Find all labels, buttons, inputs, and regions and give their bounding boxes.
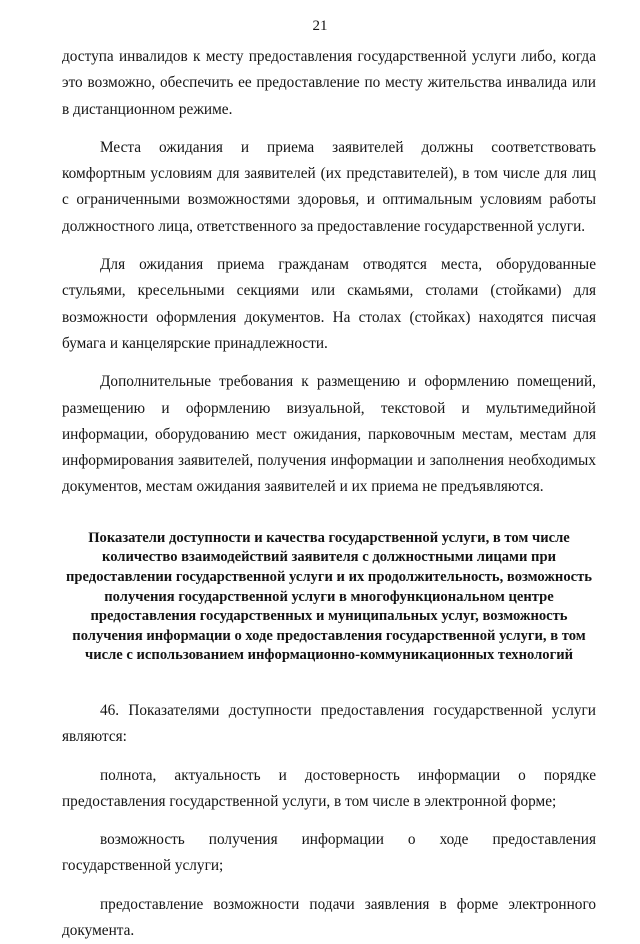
clause-46-intro: 46. Показателями доступности предоставления государственной услуги являются: — [62, 701, 596, 746]
paragraph-additional-requirements: Дополнительные требования к размещению и оформлению помещений, размещению и оформлению визуальной, текстовой и мультимедийной информации, оборудованию мест ожидания, парковочным местам, местам для информирования заявителей, получения информации и заполнения необходимых документов, местам ожидания заявителей и их приема не предъявляются. — [62, 373, 596, 496]
clause-46-item: полнота, актуальность и достоверность информации о порядке предоставления государственной услуги, в том числе в электронной форме; — [62, 766, 596, 810]
clause-46-item: возможность получения информации о ходе предоставления государственной услуги; — [62, 831, 596, 875]
paragraph-waiting-places: Места ожидания и приема заявителей должны соответствовать комфортным условиям для заявителей (их представителей), в том числе для лиц с ограниченными возможностями здоровья, и оптимальным условиям работы должностного лица, ответственного за предоставление государственной услуги. — [62, 138, 596, 235]
paragraph-furniture: Для ожидания приема гражданам отводятся места, оборудованные стульями, кресельными секциями или скамьями, столами (стойками) для возможности оформления документов. На столах (стойках) находятся писчая бумага и канцелярские принадлежности. — [62, 256, 596, 352]
clause-46-item: предоставление возможности подачи заявления в форме электронного документа. — [62, 895, 596, 939]
paragraph-accessibility-continuation: доступа инвалидов к месту предоставления государственной услуги либо, когда это возможно, обеспечить ее предоставление по месту жительства инвалида или в дистанционном режиме. — [62, 48, 596, 118]
section-heading: Показатели доступности и качества государственной услуги, в том числе количество взаимодействий заявителя с должностными лицами при предоставлении государственной услуги и их продолжительность, возможность получения государственной услуги в многофункциональном центре предоставления государственных и муниципальных услуг, возможность получения информации о ходе предоставления государственной услуги, в том числе с использованием информационно-коммуникационных технологий — [66, 529, 592, 664]
page-number: 21 — [312, 18, 328, 34]
document-body — [62, 44, 596, 944]
